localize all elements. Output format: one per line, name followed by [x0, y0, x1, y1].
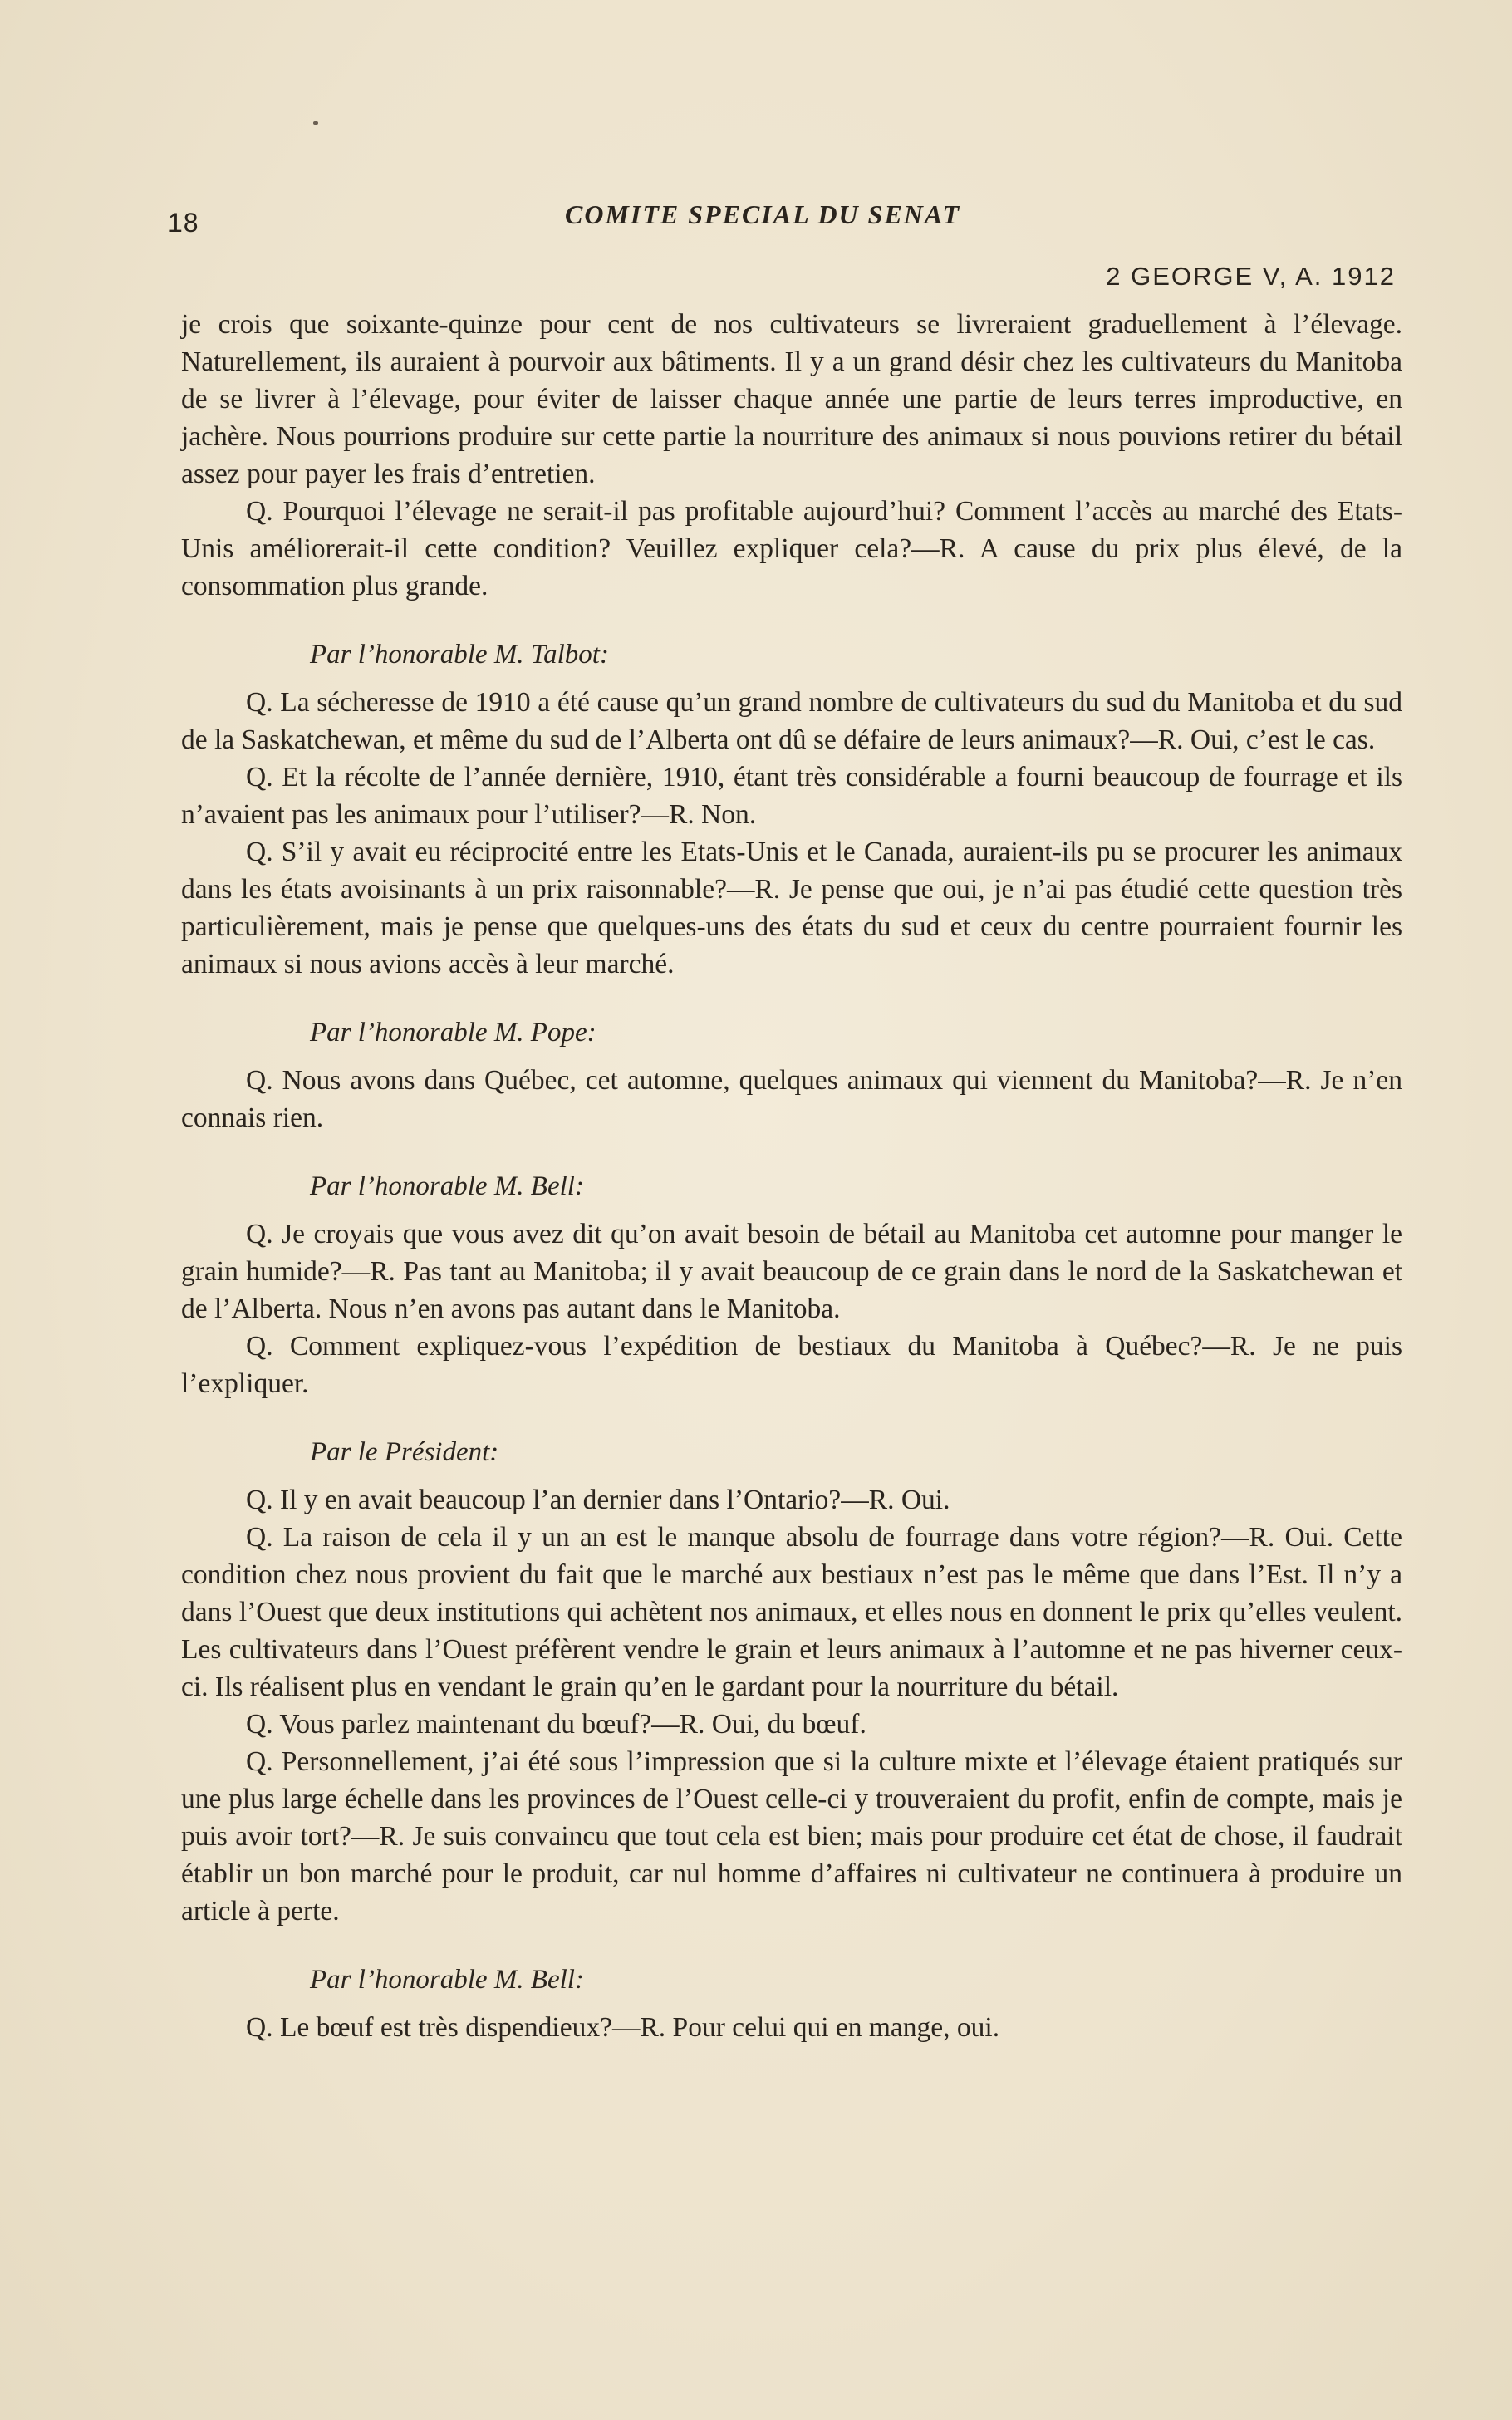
session-line: 2 GEORGE V, A. 1912	[1106, 262, 1396, 291]
question-answer: Q. Et la récolte de l’année dernière, 1910, étant très considérable a fourni beaucoup de fourrage et ils n’avaient pas les animaux pour l’utiliser?—R. Non.	[181, 762, 1402, 830]
question-answer: Q. Le bœuf est très dispendieux?—R. Pour celui qui en mange, oui.	[246, 2012, 1000, 2043]
page-number: 18	[168, 208, 199, 238]
paragraph: je crois que soixante-quinze pour cent de nos cultivateurs se livreraient graduellement à l’élevage. Naturellement, ils auraient à pourvoir aux bâtiments. Il y a un grand désir chez les cultivateurs du Manitoba de se livrer à l’élevage, pour éviter de laisser chaque année une partie de leurs terres improductive, en jachère. Nous pourrions produire sur cette partie la nourriture des animaux si nous pouvions retirer du bétail assez pour payer les frais d’entretien.	[181, 309, 1402, 489]
speaker-heading: Par l’honorable M. Pope:	[310, 1018, 596, 1048]
running-title: COMITE SPECIAL DU SENAT	[565, 199, 961, 229]
speaker-heading: Par l’honorable M. Bell:	[310, 1171, 584, 1201]
question-answer: Q. Je croyais que vous avez dit qu’on avait besoin de bétail au Manitoba cet automne pour manger le grain humide?—R. Pas tant au Manitoba; il y avait beaucoup de ce grain dans le nord de la Saskatchewan et de l’Alberta. Nous n’en avons pas autant dans le Manitoba.	[181, 1219, 1402, 1324]
speaker-heading: Par l’honorable M. Talbot:	[310, 640, 609, 670]
question-answer: Q. Personnellement, j’ai été sous l’impression que si la culture mixte et l’élevage étaient pratiqués sur une plus large échelle dans les provinces de l’Ouest celle-ci y trouveraient du profit, enfin de compte, mais je puis avoir tort?—R. Je suis convaincu que tout cela est bien; mais pour produire cet état de chose, il faudrait établir un bon marché pour le produit, car nul homme d’affaires ni cultivateur ne continuera à produire un article à perte.	[181, 1746, 1402, 1927]
ink-speck	[313, 121, 318, 125]
body-text	[181, 306, 1402, 2046]
speaker-heading: Par le Président:	[310, 1437, 499, 1467]
question-answer: Q. La raison de cela il y un an est le manque absolu de fourrage dans votre région?—R. Oui. Cette condition chez nous provient du fait que le marché aux bestiaux n’est pas le même que dans l’Est. Il n’y a dans l’Ouest que deux institutions qui achètent nos animaux, et elles nous en donnent le prix qu’elles veulent. Les cultivateurs dans l’Ouest préfèrent vendre le grain et leurs animaux à l’automne et ne pas hiverner ceux-ci. Ils réalisent plus en vendant le grain qu’en le gardant pour la nourriture du bétail.	[181, 1522, 1402, 1702]
question-answer: Q. La sécheresse de 1910 a été cause qu’un grand nombre de cultivateurs du sud du Manitoba et du sud de la Saskatchewan, et même du sud de l’Alberta ont dû se défaire de leurs animaux?—R. Oui, c’est le cas.	[181, 687, 1402, 755]
question-answer: Q. Vous parlez maintenant du bœuf?—R. Oui, du bœuf.	[246, 1709, 866, 1740]
speaker-heading: Par l’honorable M. Bell:	[310, 1965, 584, 1995]
question-answer: Q. Il y en avait beaucoup l’an dernier dans l’Ontario?—R. Oui.	[246, 1485, 950, 1515]
question-answer: Q. Pourquoi l’élevage ne serait-il pas profitable aujourd’hui? Comment l’accès au marché des Etats-Unis améliorerait-il cette condition? Veuillez expliquer cela?—R. A cause du prix plus élevé, de la consommation plus grande.	[181, 496, 1402, 601]
question-answer: Q. Nous avons dans Québec, cet automne, quelques animaux qui viennent du Manitoba?—R. Je n’en connais rien.	[181, 1065, 1402, 1133]
question-answer: Q. Comment expliquez-vous l’expédition de bestiaux du Manitoba à Québec?—R. Je ne puis l’expliquer.	[181, 1331, 1402, 1399]
question-answer: Q. S’il y avait eu réciprocité entre les Etats-Unis et le Canada, auraient-ils pu se procurer les animaux dans les états avoisinants à un prix raisonnable?—R. Je pense que oui, je n’ai pas étudié cette question très particulièrement, mais je pense que quelques-uns des états du sud et ceux du centre pourraient fournir les animaux si nous avions accès à leur marché.	[181, 837, 1402, 979]
